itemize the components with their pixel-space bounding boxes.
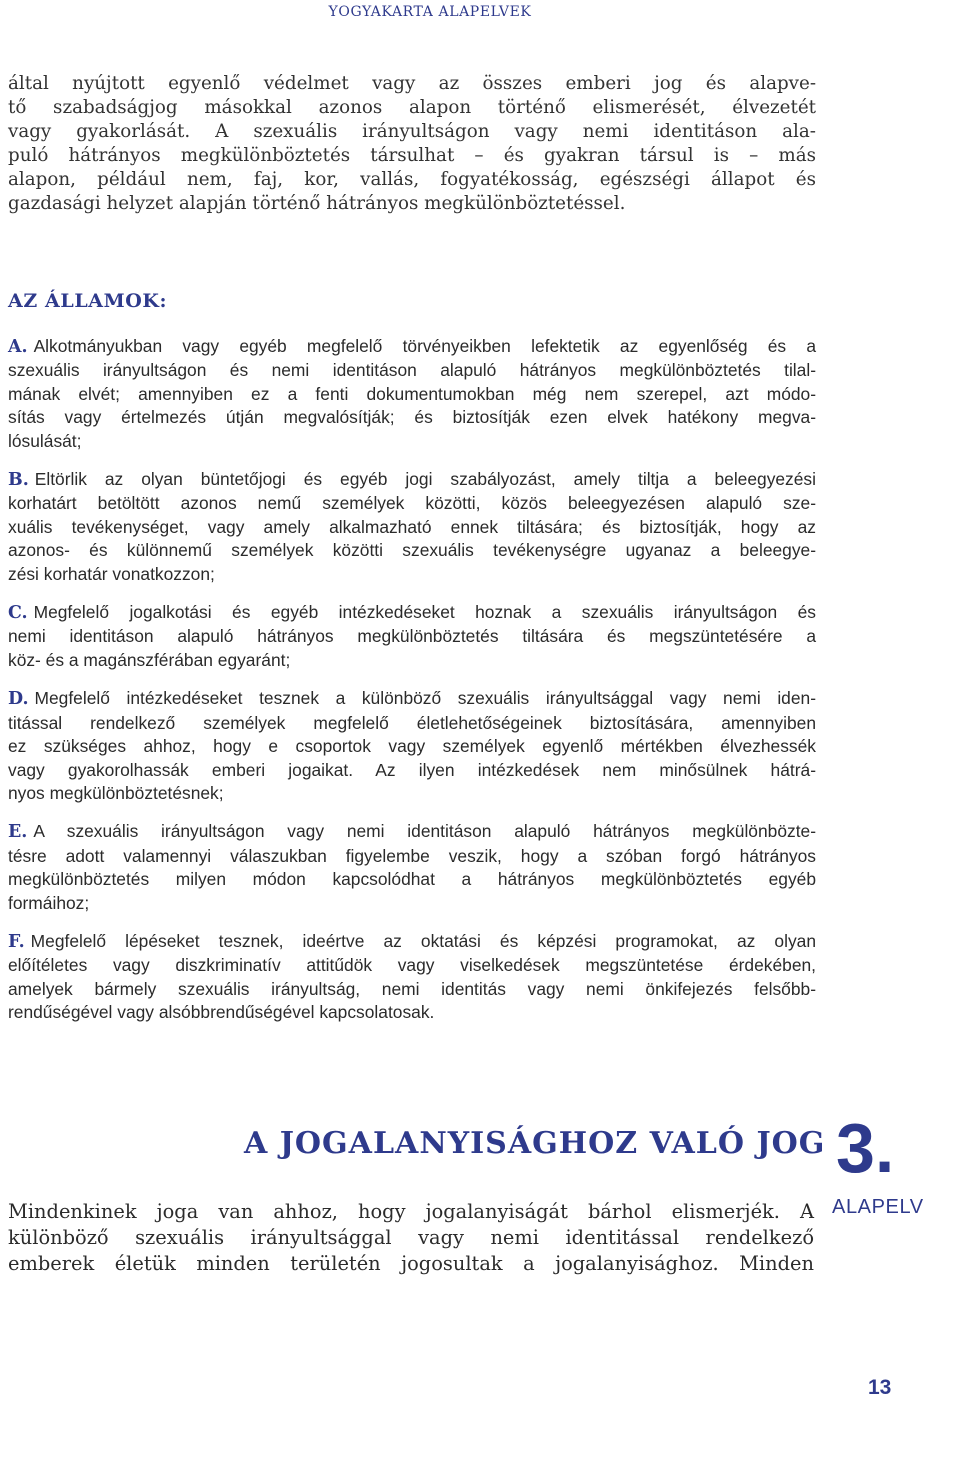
- item-line: rendűségével vagy alsóbbrendűségével kapcsolatosak.: [8, 1002, 435, 1023]
- intro-line: tő szabadságjog másokkal azonos alapon történő elismerését, élvezetét: [8, 97, 816, 118]
- principle-line: Mindenkinek joga van ahhoz, hogy jogalanyiságát bárhol elismerjék. A: [8, 1200, 814, 1223]
- item-letter: C.: [8, 603, 28, 624]
- item-line: [8, 820, 816, 844]
- item-letter: D.: [8, 689, 29, 710]
- item-line: sítás vagy értelmezés útján megvalósítják; és biztosítják ezen elvek hatékony megva-: [8, 407, 816, 428]
- item-line: nemi identitáson alapuló hátrányos megkülönböztetés tiltására és megszüntetésére a: [8, 626, 816, 647]
- section-heading: AZ ÁLLAMOK:: [8, 290, 168, 312]
- intro-line: puló hátrányos megkülönböztetés társulhat – és gyakran társul is – más: [8, 145, 816, 166]
- intro-paragraph: [8, 72, 816, 216]
- item-line: titással rendelkező személyek megfelelő életlehetőségeinek biztosítására, amennyiben: [8, 712, 816, 733]
- item-line: amelyek bármely szexuális irányultság, nemi identitás vagy nemi önkifejezés felsőbb-: [8, 978, 816, 999]
- item-line: szexuális irányultságon és nemi identitáson alapuló hátrányos megkülönböztetés tilal-: [8, 360, 816, 381]
- item-line: nyos megkülönböztetésnek;: [8, 782, 224, 803]
- obligations-list: [8, 335, 816, 1040]
- list-item: [8, 468, 816, 586]
- intro-line: által nyújtott egyenlő védelmet vagy az összes emberi jog és alapve-: [8, 73, 816, 94]
- item-line: vagy gyakorolhassák emberi jogaikat. Az ilyen intézkedések nem minősülnek hátrá-: [8, 759, 816, 780]
- intro-line: vagy gyakorlását. A szexuális irányultságon vagy nemi identitáson ala-: [8, 121, 816, 142]
- item-text: Megfelelő intézkedéseket tesznek a különböző szexuális irányultsággal vagy nemi iden-: [34, 688, 816, 709]
- principle-line: különböző szexuális irányultsággal vagy nemi identitással rendelkező: [8, 1226, 814, 1249]
- principle-number: 3.: [836, 1109, 895, 1187]
- item-line: azonos- és különnemű személyek közötti szexuális tevékenységre ugyanaz a beleegye-: [8, 540, 816, 561]
- item-line: ez szükséges ahhoz, hogy e csoportok vagy személyek egyenlő mértékben élvezhessék: [8, 736, 816, 757]
- principle-body: [8, 1199, 814, 1277]
- item-text: A szexuális irányultságon vagy nemi identitáson alapuló hátrányos megkülönbözte-: [33, 821, 816, 842]
- list-item: [8, 820, 816, 915]
- page-number: 13: [868, 1376, 892, 1399]
- intro-line: alapon, például nem, faj, kor, vallás, fogyatékosság, egészségi állapot és: [8, 169, 816, 190]
- item-line: [8, 601, 816, 625]
- item-line: köz- és a magánszférában egyaránt;: [8, 649, 291, 670]
- item-letter: F.: [8, 931, 25, 952]
- item-letter: E.: [8, 822, 28, 843]
- item-line: megkülönböztetés milyen módon kapcsolódhat a hátrányos megkülönböztetés egyéb: [8, 869, 816, 890]
- list-item: [8, 687, 816, 805]
- item-letter: B.: [8, 470, 29, 491]
- item-line: lósulását;: [8, 430, 82, 451]
- item-text: Eltörlik az olyan büntetőjogi és egyéb jogi szabályozást, amely tiltja a beleegyezési: [34, 469, 816, 490]
- principle-line: emberek életük minden területén jogosultak a jogalanyisághoz. Minden: [8, 1252, 814, 1275]
- list-item: [8, 930, 816, 1025]
- item-text: Alkotmányukban vagy egyéb megfelelő törvényeikben lefektetik az egyenlőség és a: [33, 336, 816, 356]
- running-header: YOGYAKARTA ALAPELVEK: [328, 4, 532, 20]
- item-line: tésre adott valamennyi válaszukban figyelembe veszik, hogy a szóban forgó hátrányos: [8, 845, 816, 866]
- item-line: xuális tevékenységet, vagy amely alkalmazható ennek tiltására; és biztosítják, hogy az: [8, 516, 816, 537]
- item-line: [8, 335, 816, 359]
- list-item: [8, 335, 816, 453]
- principle-title: A JOGALANYISÁGHOZ VALÓ JOG: [244, 1126, 826, 1161]
- item-line: [8, 468, 816, 492]
- item-line: [8, 930, 816, 954]
- item-text: Megfelelő jogalkotási és egyéb intézkedéseket hoznak a szexuális irányultságon és: [33, 602, 816, 623]
- intro-line: gazdasági helyzet alapján történő hátrányos megkülönböztetéssel.: [8, 193, 626, 214]
- item-line: [8, 687, 816, 711]
- list-item: [8, 601, 816, 672]
- item-letter: A.: [8, 337, 28, 357]
- item-line: zési korhatár vonatkozzon;: [8, 563, 215, 584]
- item-line: előítéletes vagy diszkriminatív attitűdök vagy viselkedések megszüntetése érdekében,: [8, 955, 816, 976]
- item-text: Megfelelő lépéseket tesznek, ideértve az oktatási és képzési programokat, az olyan: [30, 930, 816, 951]
- item-line: formáihoz;: [8, 892, 90, 913]
- principle-label: ALAPELV: [832, 1196, 924, 1218]
- item-line: mának elvét; amennyiben ez a fenti dokumentumokban még nem szerepel, azt módo-: [8, 383, 816, 404]
- item-line: korhatárt betöltött azonos nemű személyek közötti, közös beleegyezésen alapuló sze-: [8, 493, 816, 514]
